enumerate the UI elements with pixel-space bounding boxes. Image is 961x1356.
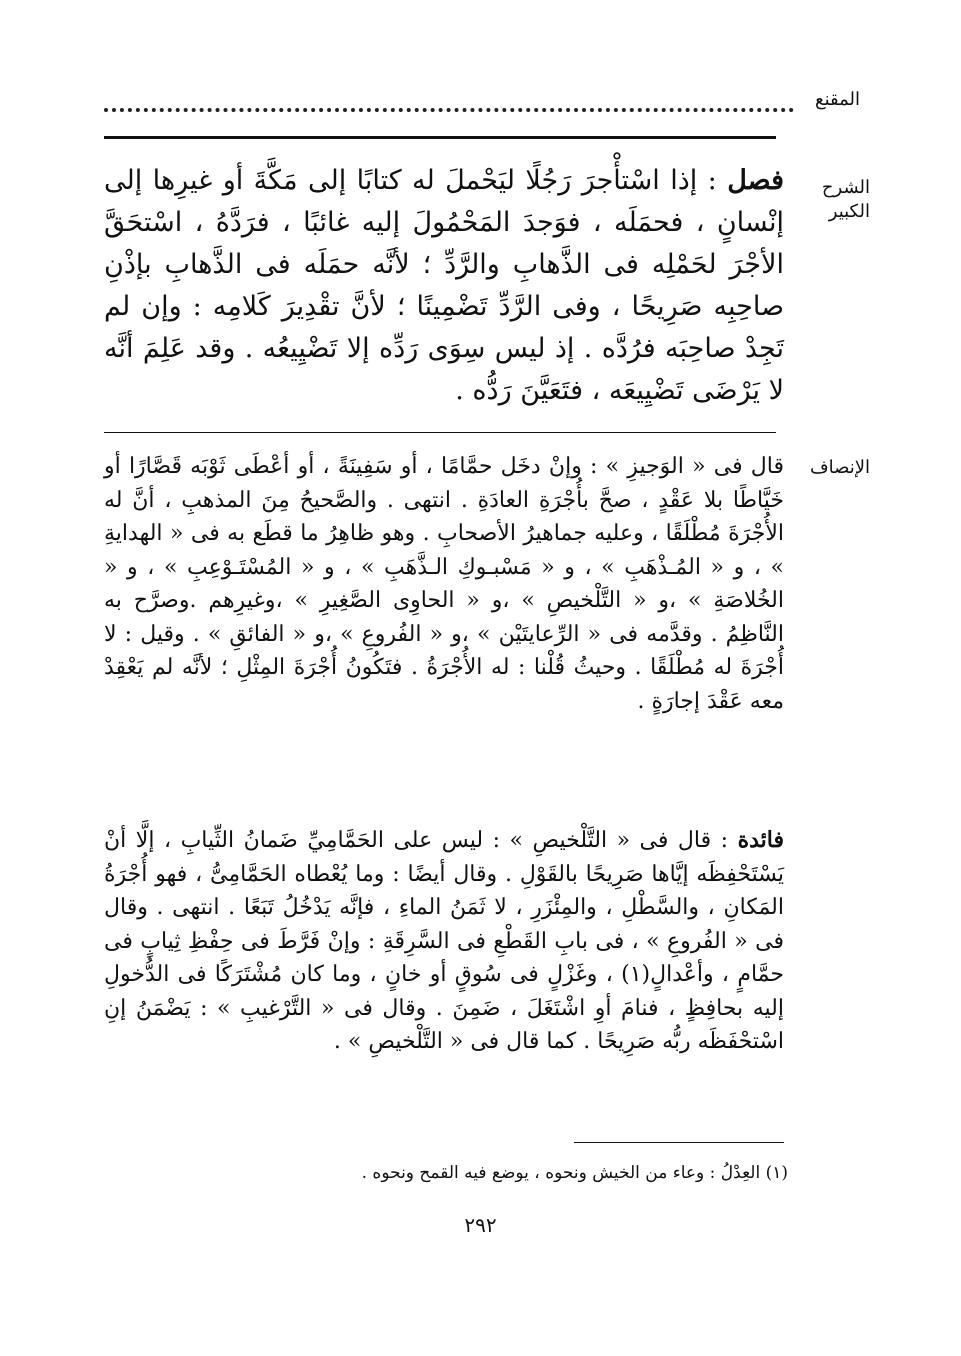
sharh-side-label: الشرح الكبير [821, 177, 870, 222]
page-number: ٢٩٢ [464, 1213, 497, 1237]
sharh-lead-word: فصل [727, 165, 784, 196]
footnote: (١) العِدْلُ : وعاء من الخيش ونحوه ، يوضع فيه القمح ونحوه . [361, 1163, 788, 1183]
top-rule [104, 136, 776, 139]
section-divider [104, 432, 776, 433]
faida-text [104, 824, 784, 1059]
insaf-side-label: الإنصاف [809, 457, 870, 478]
faida-paragraph [104, 824, 784, 1059]
faida-body: : قال فى « التَّلْخيصِ » : ليس على الحَمَّامِيِّ ضَمانُ الثِّيابِ ، إلَّا أنْ يَسْتَحْفِظَه إيَّاها صَرِيحًا بالقَوْلِ . وقال أيضًا : وما يُعْطاه الحَمَّامِىُّ ، فهو أُجْرَةُ المَكانِ ، والسَّطْلِ ، والمِئْزَرِ ، لا ثَمَنُ الماءِ ، فإنَّه يَدْخُلُ تَبَعًا . انتهى . وقال فى « الفُروعِ » ، فى بابِ القَطْعِ فى السَّرِقَةِ : وإنْ فَرَّطَ فى حِفْظِ ثِيابٍ فى حمَّامٍ ، وأعْدالٍ(١) ، وغَزْلٍ فى سُوقٍ أو خانٍ ، وما كان مُشْتَرَكًا فى الدُّخولِ إليه بحافِظٍ ، فنامَ أوِ اشْتَغَلَ ، ضَمِنَ . وقال فى « التَّرْغيبِ » : يَضْمَنُ إنِ اسْتحْفَظَه ربُّه صَرِيحًا . كما قال فى « التَّلْخيصِ » . [104, 828, 784, 1054]
sharh-body: : إذا اسْتأْجرَ رَجُلًا ليَحْملَ له كتابًا إلى مَكَّةَ أو غيرِها إلى إنْسانٍ ، فحمَلَه ، فوَجدَ المَحْمُولَ إليه غائبًا ، فرَدَّهُ ، اسْتحَقَّ الأجْرَ لحَمْلِه فى الذَّهابِ والرَّدِّ ؛ لأنَّه حمَلَه فى الذَّهابِ بإذْنِ صاحِبِه صَرِيحًا ، وفى الرَّدِّ تَضْمِينًا ؛ لأنَّ تقْدِيرَ كَلامِه : وإن لم تَجِدْ صاحِبَه فرُدَّه . إذ ليس سِوَى رَدِّه إلا تَضْيِيعُه . وقد عَلِمَ أنَّه لا يَرْضَى تَضْيِيعَه ، فتَعَيَّنَ رَدُّه . [104, 165, 784, 406]
sharh-paragraph [104, 160, 784, 412]
insaf-text: قال فى « الوَجيزِ » : وإنْ دخَل حمَّامًا ، أو سَفِينَةً ، أو أعْطَى ثَوْبَه قَصَّارًا أو خَيَّاطًا بلا عَقْدٍ ، صحَّ بأُجْرَةِ العادَةِ . انتهى . والصَّحيحُ مِنَ المذهبِ ، أنَّ له الأُجْرَةَ مُطْلَقًا ، وعليه جماهيرُ الأصحابِ . وهو ظاهِرُ ما قطَع به فى « الهدايةِ » ، و « المُـذْهَبِ » ، و « مَسْبـوكِ الـذَّهَبِ » ، و « المُسْتَـوْعِبِ » ، و « الخُلاصَةِ » ،و « التَّلْخيصِ » ،و « الحاوِى الصَّغِيرِ » ،وغيرِهم .وصرَّح به النَّاظِمُ . وقدَّمه فى « الرِّعايتَيْن » ،و « الفُروعِ » ،و « الفائقِ » . وقيل : لا أُجْرَةَ له مُطْلَقًا . وحيثُ قُلْنا : له الأُجْرَةُ . فتَكُونُ أُجْرَةَ المِثْلِ ؛ لأنَّه لم يَعْقِدْ معه عَقْدَ إجارَةٍ . [104, 454, 784, 714]
faida-lead-word: فائدة [737, 827, 784, 853]
header-dotted-line [104, 108, 794, 112]
running-header-book-name: المقنع [814, 89, 860, 110]
sharh-text [104, 160, 784, 412]
footnote-rule [574, 1142, 784, 1143]
insaf-paragraph [104, 450, 784, 718]
